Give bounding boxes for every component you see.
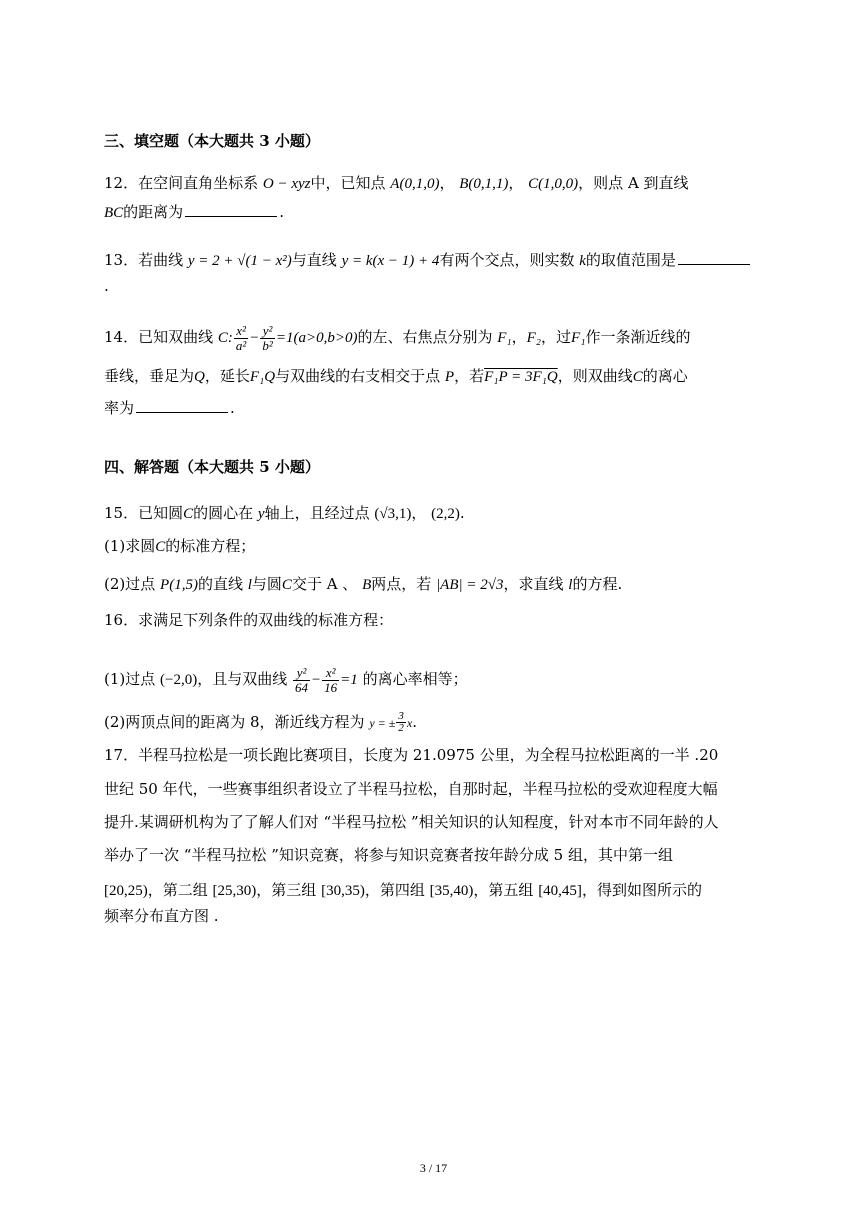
answer-blank-12[interactable] (185, 200, 277, 217)
answer-blank-14[interactable] (136, 396, 228, 413)
asymptote-equation: y = ± $\frac{3}{2}$ x (369, 710, 413, 734)
question-16-part-2: (2)两顶点间的距离为 8，渐近线方程为 y = ± $\frac{3}{2}$ x. (104, 710, 417, 734)
question-15-line-1: 15．已知圆C的圆心在 y轴上，且经过点 (√3,1)， (2,2). (104, 504, 465, 522)
question-14-line-1: 14．已知双曲线 C: $\frac{\text{x²}}{\text{a²}}$ − $\frac{\text{y²}}{\text{b²}}$ =1(a>0,b>0)的左、右焦点分别为 F₁，F₂，过F₁作一条渐近线的 (104, 323, 691, 354)
section-heading-answer: 四、解答题（本大题共 5 小题） (104, 458, 320, 476)
question-12-line-2: BC的距离为 . (104, 200, 284, 223)
section-heading-fill-in: 三、填空题（本大题共 3 小题） (104, 132, 320, 150)
question-15-part-1: (1)求圆C的标准方程； (104, 537, 256, 555)
question-17-line-5: [20,25)，第二组 [25,30)，第三组 [30,35)，第四组 [35,40)，第五组 [40,45]，得到如图所示的 (104, 881, 702, 899)
page-number: 3 / 17 (419, 1161, 448, 1175)
question-13-line-1: 13．若曲线 y = 2 + √(1 − x²)与直线 y = k(x − 1) + 4有两个交点，则实数 k的取值范围是 (104, 248, 752, 271)
question-14-line-3: 率为 . (104, 396, 235, 418)
answer-blank-13[interactable] (678, 248, 750, 265)
question-16-line-1: 16．求满足下列条件的双曲线的标准方程： (104, 611, 394, 629)
hyperbola-equation-16: $\frac{\text{y²}}{64}$ − $\frac{\text{x²}}{16}$ =1 (295, 665, 358, 696)
question-15-part-2: (2)过点 P(1,5)的直线 l与圆C交于 A 、 B两点，若 |AB| = 2√3，求直线 l的方程. (104, 575, 623, 593)
question-17-line-3: 提升.某调研机构为了了解人们对 “半程马拉松 ”相关知识的认知程度，针对本市不同年龄的人 (104, 813, 719, 831)
question-17-line-4: 举办了一次 “半程马拉松 ”知识竞赛，将参与知识竞赛者按年龄分成 5 组，其中第一组 (104, 846, 673, 864)
question-17-line-2: 世纪 50 年代，一些赛事组织者设立了半程马拉松，自那时起，半程马拉松的受欢迎程度大幅 (104, 780, 718, 798)
hyperbola-equation: C: $\frac{\text{x²}}{\text{a²}}$ − $\frac{\text{y²}}{\text{b²}}$ =1(a>0,b>0) (217, 323, 358, 354)
question-16-part-1: (1)过点 (−2,0)，且与双曲线 $\frac{\text{y²}}{64}$ − $\frac{\text{x²}}{16}$ =1 的离心率相等； (104, 665, 468, 696)
question-12-line-1: 12．在空间直角坐标系 O − xyz中，已知点 A(0,1,0)， B(0,1,1)， C(1,0,0)，则点 A 到直线 (104, 174, 689, 192)
question-14-line-2: 垂线，垂足为Q，延长F₁Q与双曲线的右支相交于点 P，若F₁P = 3F₁Q，则双曲线C的离心 (104, 367, 688, 385)
question-17-line-1: 17．半程马拉松是一项长跑比赛项目，长度为 21.0975 公里，为全程马拉松距离的一半 .20 (104, 746, 719, 764)
question-13-line-2: . (104, 277, 109, 295)
question-17-line-6: 频率分布直方图 . (104, 907, 219, 925)
